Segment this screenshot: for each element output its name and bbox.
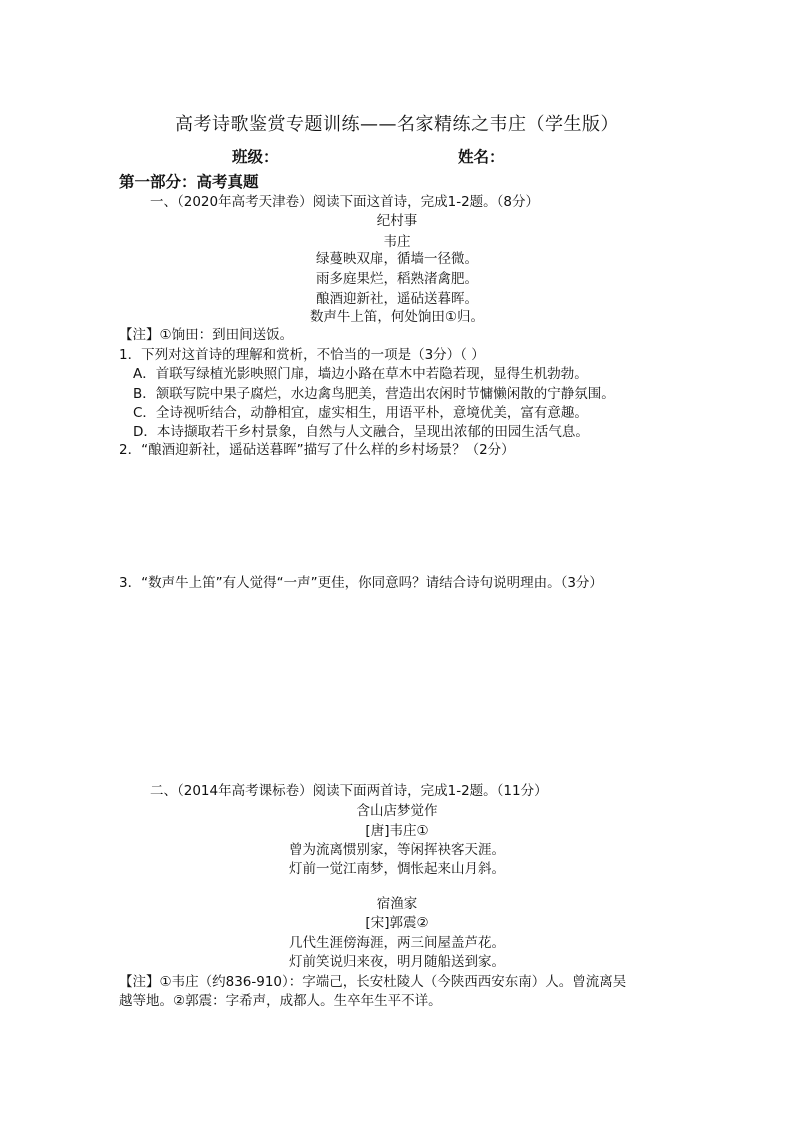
poem1-author: [唐]韦庄① [365,823,429,839]
poem1-line: 灯前一觉江南梦，惆怅起来山月斜。 [289,861,505,877]
poem-author: 韦庄 [383,234,411,250]
poem-note: 【注】①饷田：到田间送饭。 [119,327,294,343]
poem1-title: 含山店梦觉作 [356,803,438,819]
name-label: 姓名： [458,148,505,166]
question-2: 2．“酿酒迎新社，遥砧送暮晖”描写了什么样的乡村场景？（2分） [119,442,515,458]
question-1: 1．下列对这首诗的理解和赏析，不恰当的一项是（3分）（ ） [119,347,485,363]
poem2-author: [宋]郭震② [365,915,429,931]
poem2-line: 几代生涯傍海涯，两三间屋盖芦花。 [289,935,505,951]
page-title: 高考诗歌鉴赏专题训练——名家精练之韦庄（学生版） [175,114,619,135]
poem-line: 雨多庭果烂，稻熟渚禽肥。 [316,271,478,287]
poem-line: 酿酒迎新社，遥砧送暮晖。 [316,291,478,307]
option-b: B．颔联写院中果子腐烂，水边禽鸟肥美，营造出农闲时节慵懒闲散的宁静氛围。 [133,386,615,402]
part1-intro: 一、（2020年高考天津卷）阅读下面这首诗，完成1-2题。（8分） [150,194,539,210]
part2-note: 越等地。②郭震：字希声，成都人。生卒年生平不详。 [119,993,442,1009]
poem2-title: 宿渔家 [376,896,418,912]
option-c: C．全诗视听结合，动静相宜，虚实相生，用语平朴，意境优美，富有意趣。 [133,405,588,421]
poem2-line: 灯前笑说归来夜，明月随船送到家。 [289,954,505,970]
poem-line: 数声牛上笛，何处饷田①归。 [309,309,485,325]
part2-intro: 二、（2014年高考课标卷）阅读下面两首诗，完成1-2题。（11分） [150,783,548,799]
poem1-line: 曾为流离惯别家，等闲挥袂客天涯。 [289,842,505,858]
question-3: 3．“数声牛上笛”有人觉得“一声”更佳，你同意吗？请结合诗句说明理由。（3分） [119,575,603,591]
part1-heading: 第一部分：高考真题 [119,173,259,191]
option-d: D．本诗撷取若干乡村景象，自然与人文融合，呈现出浓郁的田园生活气息。 [133,424,589,440]
option-a: A．首联写绿植光影映照门扉，墙边小路在草木中若隐若现，显得生机勃勃。 [133,366,588,382]
class-label: 班级： [232,148,279,166]
poem-title: 纪村事 [376,213,418,229]
part2-note: 【注】①韦庄（约836-910）：字端己，长安杜陵人（今陕西西安东南）人。曾流离吴 [119,974,627,990]
poem-line: 绿蔓映双扉，循墙一径微。 [316,251,478,267]
